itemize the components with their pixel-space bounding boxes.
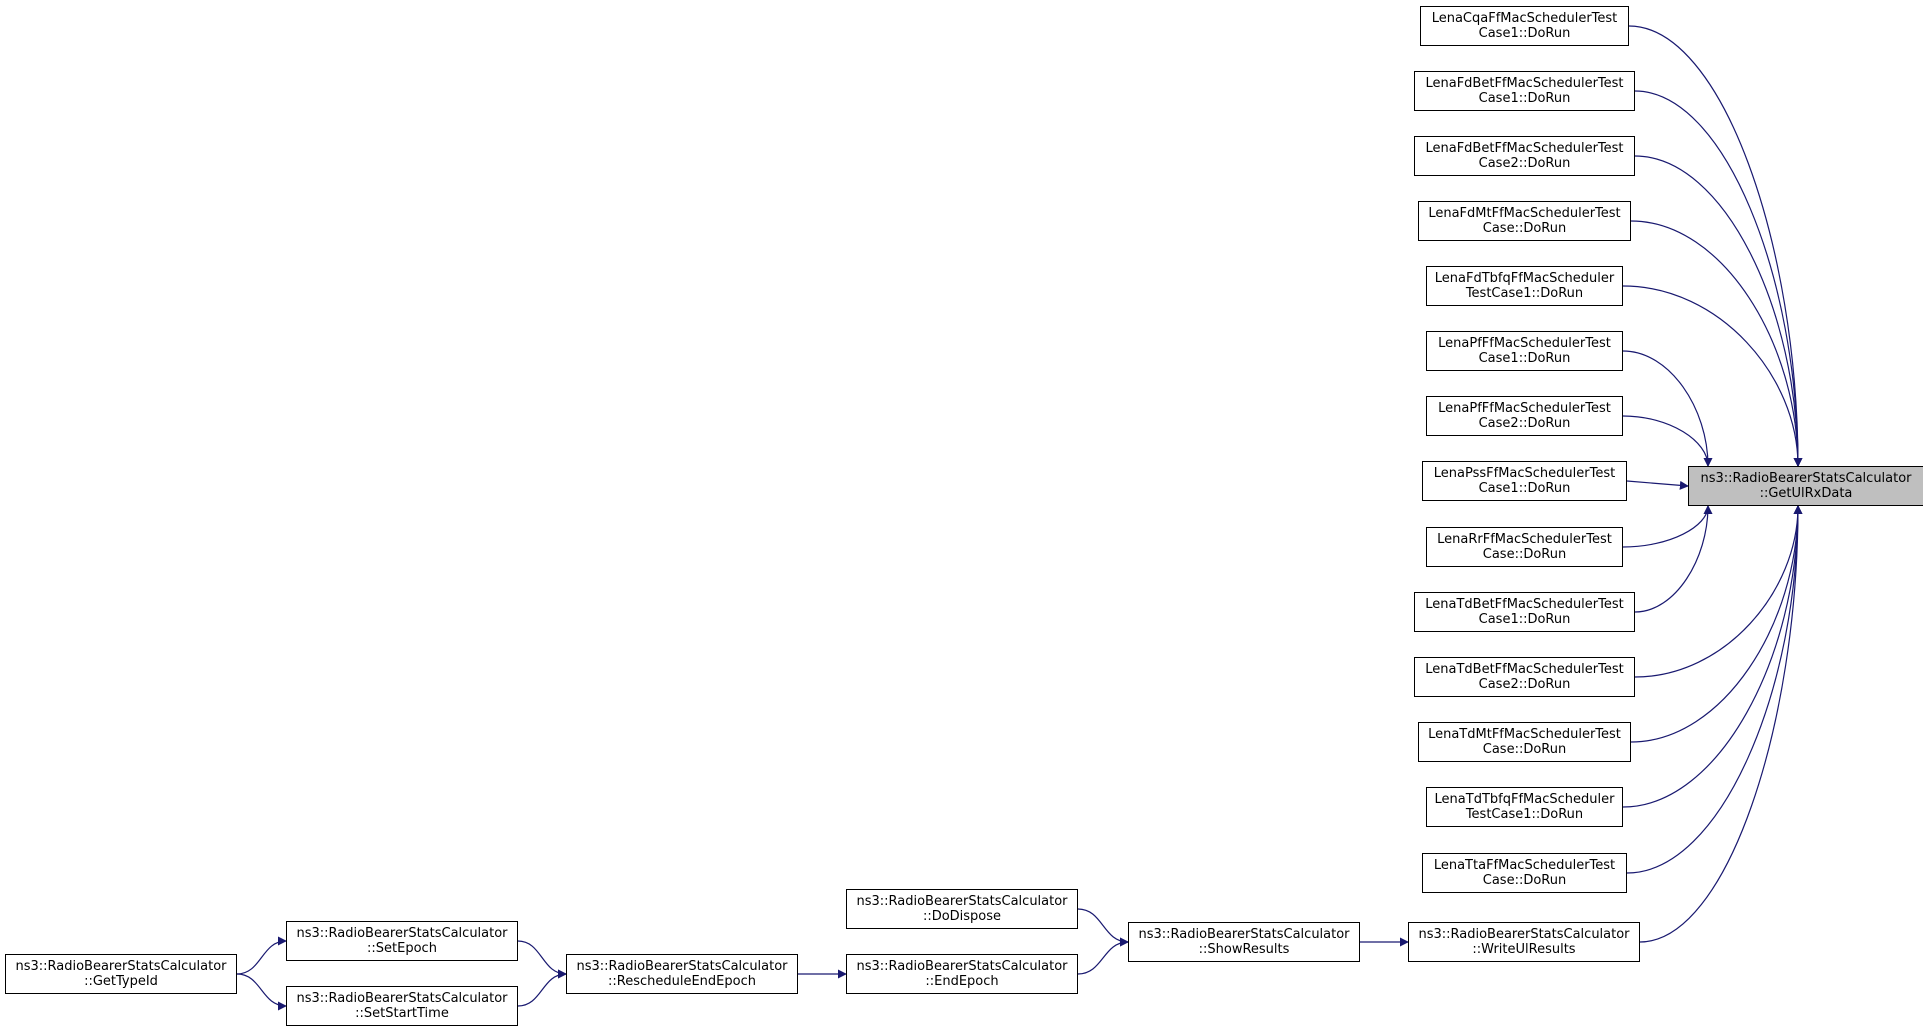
node-label: LenaFdBetFfMacSchedulerTest Case1::DoRun bbox=[1425, 76, 1624, 106]
edge-gettypeid-to-setstarttime bbox=[237, 974, 286, 1006]
edge-tdmt-to-getulrxdata bbox=[1631, 506, 1798, 742]
node-setepoch[interactable] bbox=[286, 921, 518, 961]
node-label: LenaFdMtFfMacSchedulerTest Case::DoRun bbox=[1428, 206, 1621, 236]
node-endepoch[interactable] bbox=[846, 954, 1078, 994]
edge-tdbet1-to-getulrxdata bbox=[1635, 506, 1708, 612]
edge-pf1-to-getulrxdata bbox=[1623, 351, 1708, 466]
node-tdtbfq1[interactable] bbox=[1426, 787, 1623, 827]
edge-dodispose-to-showresults bbox=[1078, 909, 1128, 942]
edge-fdmt-to-getulrxdata bbox=[1631, 221, 1798, 466]
edge-tdtbfq1-to-getulrxdata bbox=[1623, 506, 1798, 807]
node-fdbet2[interactable] bbox=[1414, 136, 1635, 176]
edge-fdbet1-to-getulrxdata bbox=[1635, 91, 1798, 466]
node-pss1[interactable] bbox=[1422, 461, 1627, 501]
node-tdmt[interactable] bbox=[1418, 722, 1631, 762]
node-label: ns3::RadioBearerStatsCalculator ::DoDispose bbox=[856, 894, 1068, 924]
edge-rr-to-getulrxdata bbox=[1623, 506, 1708, 547]
node-label: LenaTdMtFfMacSchedulerTest Case::DoRun bbox=[1428, 727, 1621, 757]
edge-writeul-to-getulrxdata bbox=[1640, 506, 1798, 942]
node-rr[interactable] bbox=[1426, 527, 1623, 567]
node-pf2[interactable] bbox=[1426, 396, 1623, 436]
edge-cqa1-to-getulrxdata bbox=[1629, 26, 1798, 466]
node-getulrxdata bbox=[1688, 466, 1923, 506]
node-reschedule[interactable] bbox=[566, 954, 798, 994]
node-tdbet2[interactable] bbox=[1414, 657, 1635, 697]
node-tta[interactable] bbox=[1422, 853, 1627, 893]
edge-setstarttime-to-reschedule bbox=[518, 974, 566, 1006]
node-label: LenaFdBetFfMacSchedulerTest Case2::DoRun bbox=[1425, 141, 1624, 171]
edge-setepoch-to-reschedule bbox=[518, 941, 566, 974]
node-label: ns3::RadioBearerStatsCalculator ::SetStartTime bbox=[296, 991, 508, 1021]
node-tdbet1[interactable] bbox=[1414, 592, 1635, 632]
edge-fdbet2-to-getulrxdata bbox=[1635, 156, 1798, 466]
node-gettypeid[interactable] bbox=[5, 954, 237, 994]
edge-gettypeid-to-setepoch bbox=[237, 941, 286, 974]
node-label: LenaFdTbfqFfMacScheduler TestCase1::DoRun bbox=[1434, 271, 1615, 301]
node-label: ns3::RadioBearerStatsCalculator ::RescheduleEndEpoch bbox=[576, 959, 788, 989]
node-writeul[interactable] bbox=[1408, 922, 1640, 962]
node-label: LenaTdTbfqFfMacScheduler TestCase1::DoRun bbox=[1434, 792, 1615, 822]
node-pf1[interactable] bbox=[1426, 331, 1623, 371]
node-label: ns3::RadioBearerStatsCalculator ::SetEpoch bbox=[296, 926, 508, 956]
node-dodispose[interactable] bbox=[846, 889, 1078, 929]
node-label: LenaRrFfMacSchedulerTest Case::DoRun bbox=[1437, 532, 1612, 562]
node-label: LenaPfFfMacSchedulerTest Case1::DoRun bbox=[1438, 336, 1611, 366]
node-label: LenaTtaFfMacSchedulerTest Case::DoRun bbox=[1433, 858, 1616, 888]
node-label: LenaPssFfMacSchedulerTest Case1::DoRun bbox=[1433, 466, 1616, 496]
node-fdtbfq1[interactable] bbox=[1426, 266, 1623, 306]
node-label: LenaPfFfMacSchedulerTest Case2::DoRun bbox=[1438, 401, 1611, 431]
edge-fdtbfq1-to-getulrxdata bbox=[1623, 286, 1798, 466]
node-cqa1[interactable] bbox=[1420, 6, 1629, 46]
node-label: ns3::RadioBearerStatsCalculator ::GetTypeId bbox=[15, 959, 227, 989]
node-label: ns3::RadioBearerStatsCalculator ::WriteUlResults bbox=[1418, 927, 1630, 957]
node-fdbet1[interactable] bbox=[1414, 71, 1635, 111]
edge-tta-to-getulrxdata bbox=[1627, 506, 1798, 873]
edge-pss1-to-getulrxdata bbox=[1627, 481, 1688, 486]
node-label: ns3::RadioBearerStatsCalculator ::EndEpoch bbox=[856, 959, 1068, 989]
node-label: LenaTdBetFfMacSchedulerTest Case2::DoRun bbox=[1425, 662, 1624, 692]
node-label: ns3::RadioBearerStatsCalculator ::GetUlRxData bbox=[1700, 471, 1912, 501]
node-showresults[interactable] bbox=[1128, 922, 1360, 962]
node-label: ns3::RadioBearerStatsCalculator ::ShowResults bbox=[1138, 927, 1350, 957]
node-label: LenaCqaFfMacSchedulerTest Case1::DoRun bbox=[1431, 11, 1618, 41]
node-fdmt[interactable] bbox=[1418, 201, 1631, 241]
edge-pf2-to-getulrxdata bbox=[1623, 416, 1708, 466]
node-label: LenaTdBetFfMacSchedulerTest Case1::DoRun bbox=[1425, 597, 1624, 627]
node-setstarttime[interactable] bbox=[286, 986, 518, 1026]
edge-endepoch-to-showresults bbox=[1078, 942, 1128, 974]
